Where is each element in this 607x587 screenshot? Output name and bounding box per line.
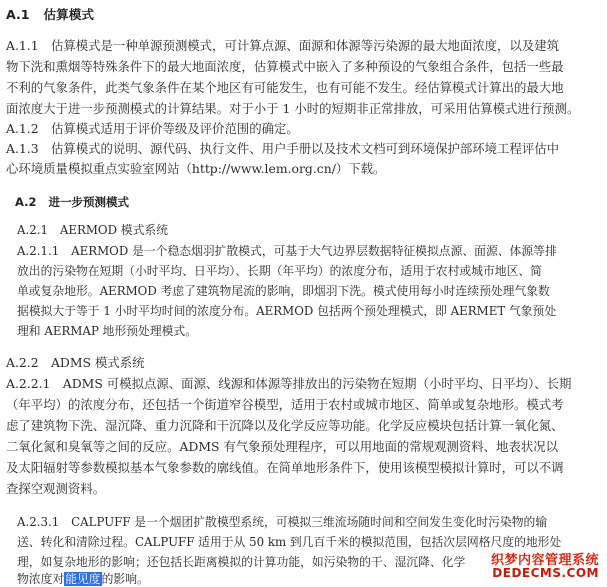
section-a1-heading — [6, 9, 94, 22]
section-a2-heading — [15, 197, 129, 209]
section-a1-number: A.1 — [6, 7, 30, 22]
calpuff-last-prefix: 物浓度对 — [17, 572, 65, 586]
aermod-line: 据模拟大于等于 1 小时平均时间的浓度分布。AERMOD 包括两个预处理模式，即 AERMET 气象预处 — [17, 304, 557, 318]
aermod-heading: A.2.1 AERMOD 模式系统 — [17, 223, 168, 237]
aermod-line: 理和 AERMAP 地形预处理模式。 — [17, 324, 198, 338]
paragraph-a1-1-line: 面浓度大于进一步预测模式的计算结果。对于小于 1 小时的短期非正常排放，可采用估算模式进行预测。 — [6, 101, 580, 116]
calpuff-last-line — [17, 574, 149, 586]
adms-heading: A.2.2 ADMS 模式系统 — [6, 355, 145, 370]
paragraph-a1-1-line: 物下洗和熏烟等特殊条件下的最大地面浓度，估算模式中嵌入了多种预设的气象组合条件，包括一些最 — [6, 59, 564, 74]
paragraph-a1-3-line: 心环境质量模拟重点实验室网站（http://www.lem.org.cn/）下载。 — [6, 161, 386, 176]
paragraph-a1-3-line: A.1.3 估算模式的说明、源代码、执行文件、用户手册以及技术文档可到环境保护部环境工程评估中 — [6, 141, 559, 156]
adms-line: 二氧化氮和臭氧等之间的反应。ADMS 有气象预处理程序，可以用地面的常规观测资料、地表状况以 — [6, 439, 559, 454]
adms-line: （年平均）的浓度分布，还包括一个街道窄谷模型，适用于农村或城市地区、简单或复杂地形。模式考 — [6, 397, 564, 412]
selected-text-highlight[interactable]: 能见度 — [65, 572, 101, 586]
calpuff-line: 送、转化和清除过程。CALPUFF 适用于从 50 km 到几百千米的模拟范围，包括次层网格尺度的地形处 — [17, 535, 562, 549]
watermark-line1: 织梦内容管理系统 — [491, 553, 600, 568]
watermark-line2: DEDECMS.COM — [492, 566, 599, 580]
calpuff-line: 理，如复杂地形的影响；还包括长距离模拟的计算功能，如污染物的干、湿沉降、化学 — [17, 555, 466, 569]
calpuff-line: A.2.3.1 CALPUFF 是一个烟团扩散模型系统，可模拟三维流场随时间和空间发生变化时污染物的输 — [17, 515, 548, 529]
paragraph-a1-1-line: 不利的气象条件，此类气象条件在某个地区有可能发生，也有可能不发生。经估算模式计算出的最大地 — [6, 80, 564, 95]
aermod-line: 单或复杂地形。AERMOD 考虑了建筑物尾流的影响，即烟羽下洗。模式使用每小时连续预处理气象数 — [17, 284, 550, 298]
calpuff-last-suffix: 的影响。 — [101, 572, 149, 586]
adms-line: 查探空观测资料。 — [6, 481, 106, 496]
adms-line: 虑了建筑物下洗、湿沉降、重力沉降和干沉降以及化学反应等功能。化学反应模块包括计算一氧化氮、 — [6, 418, 564, 433]
adms-line: 及太阳辐射等参数模拟基本气象参数的廓线值。在简单地形条件下，使用该模型模拟计算时，可以不调 — [6, 460, 564, 475]
paragraph-a1-2: A.1.2 估算模式适用于评价等级及评价范围的确定。 — [6, 121, 299, 136]
paragraph-a1-1-line: A.1.1 估算模式是一种单源预测模式，可计算点源、面源和体源等污染源的最大地面浓度，以及建筑 — [6, 38, 559, 53]
aermod-line: 放出的污染物在短期（小时平均、日平均）、长期（年平均）的浓度分布，适用于农村或城市地区、简 — [17, 264, 542, 278]
section-a1-title: 估算模式 — [43, 7, 94, 22]
site-watermark — [491, 549, 601, 583]
section-a2-title: 进一步预测模式 — [48, 195, 129, 209]
adms-line: A.2.2.1 ADMS 可模拟点源、面源、线源和体源等排放出的污染物在短期（小时平均、日平均）、长期 — [6, 376, 572, 391]
aermod-line: A.2.1.1 AERMOD 是一个稳态烟羽扩散模式，可基于大气边界层数据特征模拟点源、面源、体源等排 — [17, 244, 557, 258]
section-a2-number: A.2 — [15, 195, 37, 209]
